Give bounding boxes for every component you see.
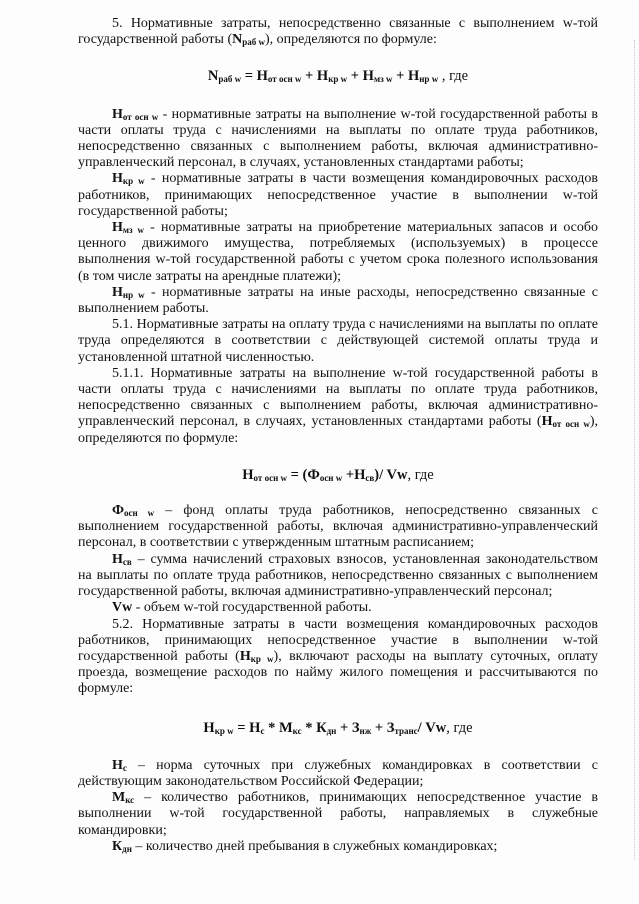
formula-n-kr: $Н_{кр w} = Н_с * М_{кс} * К_{дн} + З_{нж} + З_{транс}/$ Vw, где bbox=[203, 719, 473, 736]
definition-n-ot-osn: $Н_{от осн w}$ - нормативные затраты на выполнение w-той государственной работы в части оплаты труда с начислениями на выплаты по оплате труда работников, непосредственно связанных с выполнением работы, включая административно-управленческий персонал, в случаях, установленных стандартами работы; bbox=[78, 106, 599, 171]
definition-vw: Vw - объем w-той государственной работы. bbox=[112, 600, 372, 616]
definition-n-sv: $Н_{св}$ – сумма начислений страховых взносов, установленная законодательством на выплаты по оплате труда работников, непосредственно связанных с выполнением государственной работы, включая административно-управленческий персонал; bbox=[78, 551, 598, 600]
definition-m-ks: $М_{кс}$ – количество работников, принимающих непосредственное участие в выполнении w-той государственной работы, направляемых в служебные командировки; bbox=[78, 790, 598, 838]
formula-n-ot-osn: $Н_{от осн w} = (Ф_{осн w} +Н_{св})/$ Vw, где bbox=[242, 466, 434, 483]
scan-edge-marks bbox=[630, 40, 635, 860]
paragraph-5-2: 5.2. Нормативные затраты в части возмещения командировочных расходов работников, принимающих непосредственное участие в выполнении w-той государственной работы $(Н_{кр w})$, включают расходы на выплату суточных, оплату проезда, возмещение расходов по найму жилого помещения и рассчитываются по формуле: bbox=[78, 616, 598, 697]
definition-n-mz: $Н_{мз w}$ - нормативные затраты на приобретение материальных запасов и особо ценного движимого имущества, потребляемых (используемых) в процессе выполнения w-той государственной работы с учетом срока полезного использования (в том числе затраты на арендные платежи); bbox=[78, 220, 599, 284]
document-body bbox=[78, 16, 598, 855]
symbol-n-rab: $N_{раб w}$ bbox=[232, 32, 266, 48]
definition-f-osn: $Ф_{осн w}$ – фонд оплаты труда работников, непосредственно связанных с выполнением государственной работы, включая административно-управленческий персонал, в соответствии с утвержденным штатным расписанием; bbox=[78, 503, 598, 551]
paragraph-5-1: 5.1. Нормативные затраты на оплату труда с начислениями на выплаты по оплате труда определяются в соответствии с действующей системой оплаты труда и установленной штатной численностью. bbox=[78, 317, 598, 365]
definition-k-dn: $К_{дн}$ – количество дней пребывания в служебных командировках; bbox=[112, 838, 498, 854]
definition-n-kr: $Н_{кр w}$ - нормативные затраты в части возмещения командировочных расходов работников, принимающих непосредственное участие в выполнении w-той государственной работы; bbox=[78, 171, 598, 219]
definition-n-nr: $Н_{нр w}$ - нормативные затраты на иные расходы, непосредственно связанные с выполнением работы. bbox=[78, 284, 598, 317]
definition-n-s: $Н_с$ – норма суточных при служебных командировках в соответствии с действующим законодательством Российской Федерации; bbox=[78, 757, 598, 789]
paragraph-5: 5. Нормативные затраты, непосредственно связанные с выполнением w-той государственной работы $(N_{раб w})$, определяются по формуле: bbox=[78, 16, 598, 48]
formula-n-rab: $N_{раб w} = Н_{от осн w} + Н_{кр w} + Н_{мз w} + Н_{нр w}$ , где bbox=[207, 68, 469, 85]
paragraph-5-1-1: 5.1.1. Нормативные затраты на выполнение w-той государственной работы в части оплаты труда с начислениями на выплаты по оплате труда работников, непосредственно связанных с выполнением работы, включая административно-управленческий персонал, в случаях, установленных стандартами работы $(Н_{от осн w})$, определяются по формуле: bbox=[78, 365, 598, 446]
